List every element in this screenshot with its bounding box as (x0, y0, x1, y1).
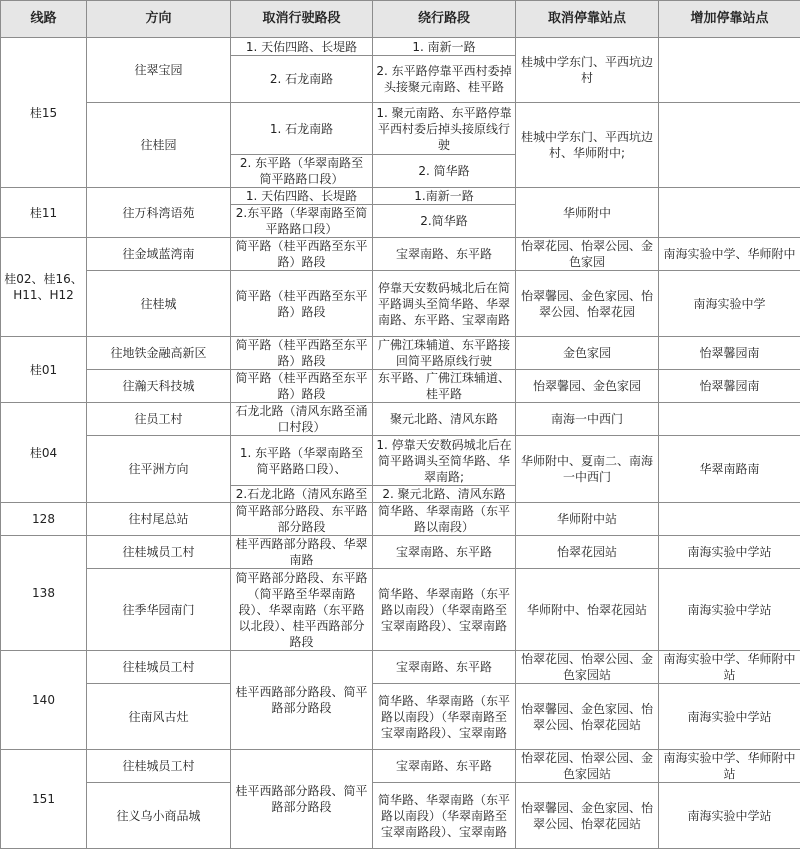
route-cell: 128 (1, 503, 87, 536)
add-stops-cell: 南海实验中学站 (659, 536, 800, 569)
add-stops-cell: 南海实验中学、华师附中站 (659, 750, 800, 783)
table-row (1, 536, 800, 569)
add-stops-cell: 南海实验中学站 (659, 783, 800, 849)
direction-cell: 往翠宝园 (87, 38, 231, 103)
table-row (1, 271, 800, 337)
detour-section-cell: 2. 东平路停靠平西村委掉头接聚元南路、桂平路 (373, 56, 516, 103)
direction-cell: 往桂园 (87, 103, 231, 188)
direction-cell: 往地铁金融高新区 (87, 337, 231, 370)
cancel-stops-cell: 怡翠馨园、金色家园 (516, 370, 659, 403)
table-row (1, 337, 800, 370)
cancel-section-cell: 2.东平路（华翠南路至简平路路口段） (231, 205, 373, 238)
cancel-stops-cell: 怡翠花园站 (516, 536, 659, 569)
detour-section-cell: 东平路、广佛江珠辅道、桂平路 (373, 370, 516, 403)
cancel-section-cell: 2. 石龙南路 (231, 56, 373, 103)
detour-section-cell: 2. 聚元北路、清风东路 (373, 486, 516, 503)
detour-section-cell: 宝翠南路、东平路 (373, 651, 516, 684)
table-row (1, 750, 800, 783)
cancel-stops-cell: 华师附中 (516, 188, 659, 238)
table-row (1, 783, 800, 849)
detour-section-cell: 聚元北路、清风东路 (373, 403, 516, 436)
cancel-section-cell: 简平路部分路段、东平路部分路段 (231, 503, 373, 536)
direction-cell: 往瀚天科技城 (87, 370, 231, 403)
add-stops-cell: 南海实验中学站 (659, 569, 800, 651)
cancel-section-cell: 1. 天佑四路、长堤路 (231, 38, 373, 56)
direction-cell: 往桂城 (87, 271, 231, 337)
route-cell: 140 (1, 651, 87, 750)
cancel-stops-cell: 华师附中、怡翠花园站 (516, 569, 659, 651)
cancel-stops-cell: 金色家园 (516, 337, 659, 370)
cancel-section-cell: 简平路部分路段、东平路（简平路至华翠南路段）、华翠南路（东平路以北段）、桂平西路部分路段 (231, 569, 373, 651)
detour-section-cell: 停靠天安数码城北后在简平路调头至简华路、华翠南路、东平路、宝翠南路 (373, 271, 516, 337)
detour-section-cell: 简华路、华翠南路（东平路以南段）（华翠南路至宝翠南路段）、宝翠南路 (373, 783, 516, 849)
cancel-section-cell: 1. 天佑四路、长堤路 (231, 188, 373, 205)
add-stops-cell: 怡翠馨园南 (659, 370, 800, 403)
direction-cell: 往义乌小商品城 (87, 783, 231, 849)
direction-cell: 往桂城员工村 (87, 651, 231, 684)
detour-section-cell: 简华路、华翠南路（东平路以南段）（华翠南路至宝翠南路段）、宝翠南路 (373, 569, 516, 651)
direction-cell: 往南风古灶 (87, 684, 231, 750)
detour-section-cell: 2. 简华路 (373, 155, 516, 188)
cancel-stops-cell: 华师附中站 (516, 503, 659, 536)
table-row (1, 403, 800, 436)
add-stops-cell: 南海实验中学 (659, 271, 800, 337)
detour-section-cell: 简华路、华翠南路（东平路以南段）（华翠南路至宝翠南路段）、宝翠南路 (373, 684, 516, 750)
table-row (1, 436, 800, 486)
header-added-stops: 增加停靠站点 (659, 1, 800, 38)
cancel-section-cell: 石龙北路（清风东路至涌口村段） (231, 403, 373, 436)
cancel-stops-cell: 怡翠花园、怡翠公园、金色家园 (516, 238, 659, 271)
cancel-stops-cell: 华师附中、夏南二、南海一中西门 (516, 436, 659, 503)
route-cell: 151 (1, 750, 87, 849)
route-cell: 桂02、桂16、H11、H12 (1, 238, 87, 337)
table-row (1, 38, 800, 56)
detour-section-cell: 宝翠南路、东平路 (373, 536, 516, 569)
cancel-stops-cell: 怡翠馨园、金色家园、怡翠公园、怡翠花园站 (516, 783, 659, 849)
detour-section-cell: 1.南新一路 (373, 188, 516, 205)
direction-cell: 往员工村 (87, 403, 231, 436)
cancel-section-cell: 桂平西路部分路段、简平路部分路段 (231, 750, 373, 849)
cancel-section-cell: 1. 东平路（华翠南路至简平路路口段）、 (231, 436, 373, 486)
header-detour-section: 绕行路段 (373, 1, 516, 38)
add-stops-cell: 南海实验中学、华师附中站 (659, 651, 800, 684)
cancel-section-cell: 2.石龙北路（清风东路至 (231, 486, 373, 503)
route-cell: 桂01 (1, 337, 87, 403)
header-row (1, 1, 800, 38)
detour-section-cell: 简华路、华翠南路（东平路以南段） (373, 503, 516, 536)
cancel-section-cell: 1. 石龙南路 (231, 103, 373, 155)
direction-cell: 往平洲方向 (87, 436, 231, 503)
table-row (1, 370, 800, 403)
route-cell: 桂04 (1, 403, 87, 503)
route-cell: 138 (1, 536, 87, 651)
cancel-section-cell: 桂平西路部分路段、华翠南路 (231, 536, 373, 569)
direction-cell: 往季华园南门 (87, 569, 231, 651)
direction-cell: 往金域蓝湾南 (87, 238, 231, 271)
cancel-stops-cell: 桂城中学东门、平西坑边村、华师附中; (516, 103, 659, 188)
cancel-section-cell: 简平路（桂平西路至东平路）路段 (231, 337, 373, 370)
header-route: 线路 (1, 1, 87, 38)
add-stops-cell (659, 403, 800, 436)
table-row (1, 651, 800, 684)
cancel-section-cell: 桂平西路部分路段、简平路部分路段 (231, 651, 373, 750)
table-row (1, 188, 800, 205)
table-row (1, 103, 800, 155)
detour-section-cell: 1. 停靠天安数码城北后在简平路调头至简华路、华翠南路; (373, 436, 516, 486)
add-stops-cell (659, 188, 800, 238)
cancel-section-cell: 简平路（桂平西路至东平路）路段 (231, 238, 373, 271)
cancel-stops-cell: 南海一中西门 (516, 403, 659, 436)
table-row (1, 569, 800, 651)
direction-cell: 往桂城员工村 (87, 750, 231, 783)
direction-cell: 往村尾总站 (87, 503, 231, 536)
table-row (1, 684, 800, 750)
add-stops-cell: 华翠南路南 (659, 436, 800, 503)
add-stops-cell (659, 503, 800, 536)
direction-cell: 往万科湾语苑 (87, 188, 231, 238)
detour-section-cell: 广佛江珠辅道、东平路接回简平路原线行驶 (373, 337, 516, 370)
detour-section-cell: 宝翠南路、东平路 (373, 238, 516, 271)
header-cancelled-section: 取消行驶路段 (231, 1, 373, 38)
cancel-section-cell: 简平路（桂平西路至东平路）路段 (231, 370, 373, 403)
header-direction: 方向 (87, 1, 231, 38)
table-row (1, 238, 800, 271)
cancel-stops-cell: 桂城中学东门、平西坑边村 (516, 38, 659, 103)
route-cell: 桂11 (1, 188, 87, 238)
cancel-stops-cell: 怡翠馨园、金色家园、怡翠公园、怡翠花园 (516, 271, 659, 337)
detour-section-cell: 2.简华路 (373, 205, 516, 238)
route-cell: 桂15 (1, 38, 87, 188)
detour-section-cell: 1. 南新一路 (373, 38, 516, 56)
cancel-stops-cell: 怡翠馨园、金色家园、怡翠公园、怡翠花园站 (516, 684, 659, 750)
detour-section-cell: 1. 聚元南路、东平路停靠平西村委后掉头接原线行驶 (373, 103, 516, 155)
cancel-stops-cell: 怡翠花园、怡翠公园、金色家园站 (516, 750, 659, 783)
direction-cell: 往桂城员工村 (87, 536, 231, 569)
add-stops-cell: 南海实验中学站 (659, 684, 800, 750)
cancel-section-cell: 2. 东平路（华翠南路至简平路路口段） (231, 155, 373, 188)
add-stops-cell (659, 38, 800, 103)
add-stops-cell (659, 103, 800, 188)
add-stops-cell: 怡翠馨园南 (659, 337, 800, 370)
detour-section-cell: 宝翠南路、东平路 (373, 750, 516, 783)
table-row (1, 503, 800, 536)
header-cancelled-stops: 取消停靠站点 (516, 1, 659, 38)
add-stops-cell: 南海实验中学、华师附中 (659, 238, 800, 271)
cancel-section-cell: 简平路（桂平西路至东平路）路段 (231, 271, 373, 337)
cancel-stops-cell: 怡翠花园、怡翠公园、金色家园站 (516, 651, 659, 684)
